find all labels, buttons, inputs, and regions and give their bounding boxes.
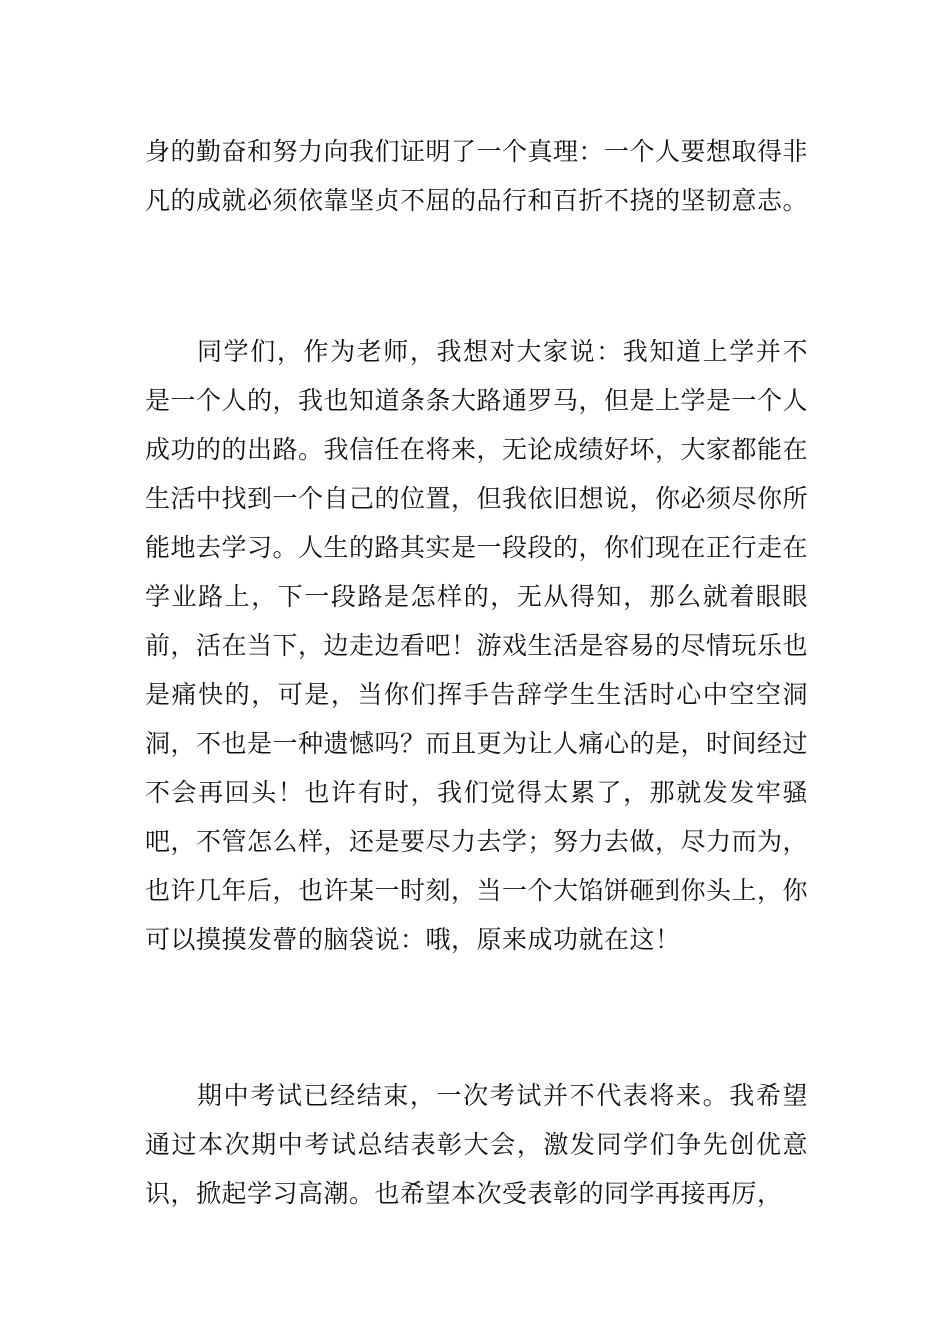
paragraph-continuation: 身的勤奋和努力向我们证明了一个真理：一个人要想取得非凡的成就必须依靠坚贞不屈的品行和百折不挠的坚韧意志。 bbox=[145, 137, 809, 215]
paragraph-midterm-exam: 期中考试已经结束，一次考试并不代表将来。我希望通过本次期中考试总结表彰大会，激发同学们争先创优意识，掀起学习高潮。也希望本次受表彰的同学再接再厉， bbox=[145, 1081, 808, 1208]
paragraph-teacher-message: 同学们，作为老师，我想对大家说：我知道上学并不是一个人的，我也知道条条大路通罗马，但是上学是一个人成功的的出路。我信任在将来，无论成绩好坏，大家都能在生活中找到一个自己的位置，但我依旧想说，你必须尽你所能地去学习。人生的路其实是一段段的，你们现在正行走在学业路上，下一段路是怎样的，无从得知，那么就着眼眼前，活在当下，边走边看吧！游戏生活是容易的尽情玩乐也是痛快的，可是，当你们挥手告辞学生生活时心中空空洞洞，不也是一种遗憾吗？而且更为让人痛心的是，时间经过不会再回头！也许有时，我们觉得太累了，那就发发牢骚吧，不管怎么样，还是要尽力去学；努力去做，尽力而为，也许几年后，也许某一时刻，当一个大馅饼砸到你头上，你可以摸摸发瞢的脑袋说：哦，原来成功就在这！ bbox=[145, 337, 809, 954]
